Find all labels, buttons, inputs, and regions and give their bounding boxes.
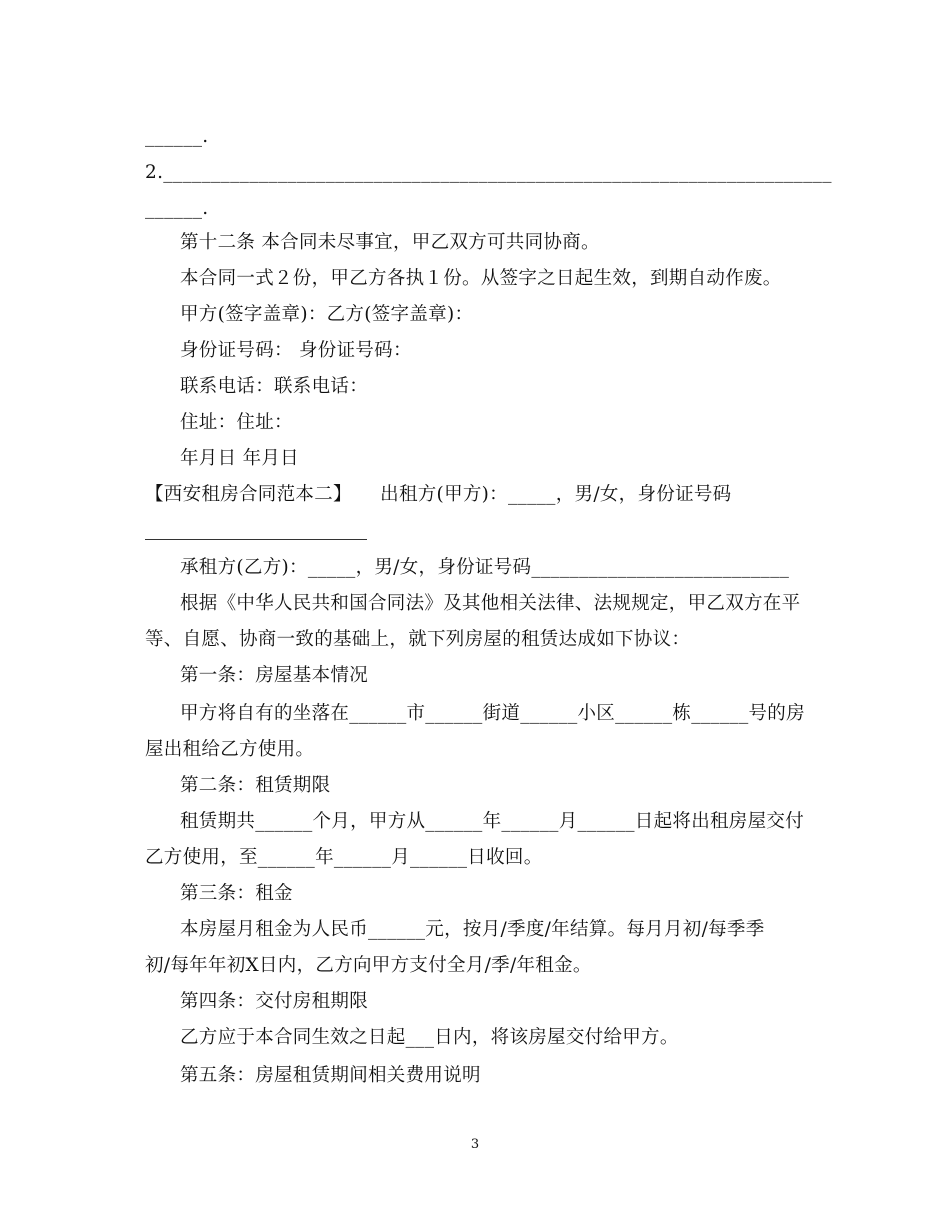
text-line: 甲方(签字盖章)：乙方(签字盖章)： (180, 304, 474, 325)
article-heading: 第五条：房屋租赁期间相关费用说明 (180, 1065, 481, 1086)
text-line: 根据《中华人民共和国合同法》及其他相关法律、法规规定，甲乙双方在平 (180, 593, 801, 614)
text-line: 住址：住址： (180, 412, 293, 433)
text-line: 2.______________________________________________________________________ (145, 162, 832, 183)
text-line: 本合同一式２份，甲乙方各执１份。从签字之日起生效，到期自动作废。 (180, 268, 782, 289)
section-heading-line: 【西安租房合同范本二】 出租方(甲方)：_____，男/女，身份证号码 (145, 484, 732, 505)
text-line: 初/每年年初X日内，乙方向甲方支付全月/季/年租金。 (145, 955, 592, 976)
text-line: 承租方(乙方)：_____，男/女，身份证号码___________________________ (180, 557, 790, 578)
text-line: 甲方将自有的坐落在______市______街道______小区______栋______号的房 (180, 703, 805, 724)
text-line: 第十二条 本合同未尽事宜，甲乙双方可共同协商。 (180, 232, 600, 253)
text-line: 屋出租给乙方使用。 (145, 739, 315, 760)
article-heading: 第四条：交付房租期限 (180, 991, 369, 1012)
text-line: 联系电话：联系电话： (180, 376, 369, 397)
text-line: 本房屋月租金为人民币______元，按月/季度/年结算。每月月初/每季季 (180, 919, 765, 940)
page-number: 3 (470, 1137, 480, 1152)
text-line: ______. (145, 198, 209, 219)
signature-rule (145, 539, 367, 540)
text-line: 年月日 年月日 (180, 448, 299, 469)
text-line: 乙方应于本合同生效之日起___日内，将该房屋交付给甲方。 (180, 1027, 679, 1048)
text-line: 等、自愿、协商一致的基础上，就下列房屋的租赁达成如下协议： (145, 629, 691, 650)
article-heading: 第一条：房屋基本情况 (180, 665, 369, 686)
article-heading: 第二条：租赁期限 (180, 775, 331, 796)
text-line: 租赁期共______个月，甲方从______年______月______日起将出租房屋交付 (180, 811, 805, 832)
text-line: 身份证号码： 身份证号码： (180, 340, 412, 361)
text-line: 乙方使用，至______年______月______日收回。 (145, 847, 543, 868)
article-heading: 第三条：租金 (180, 883, 293, 904)
text-line: ______. (145, 126, 209, 147)
